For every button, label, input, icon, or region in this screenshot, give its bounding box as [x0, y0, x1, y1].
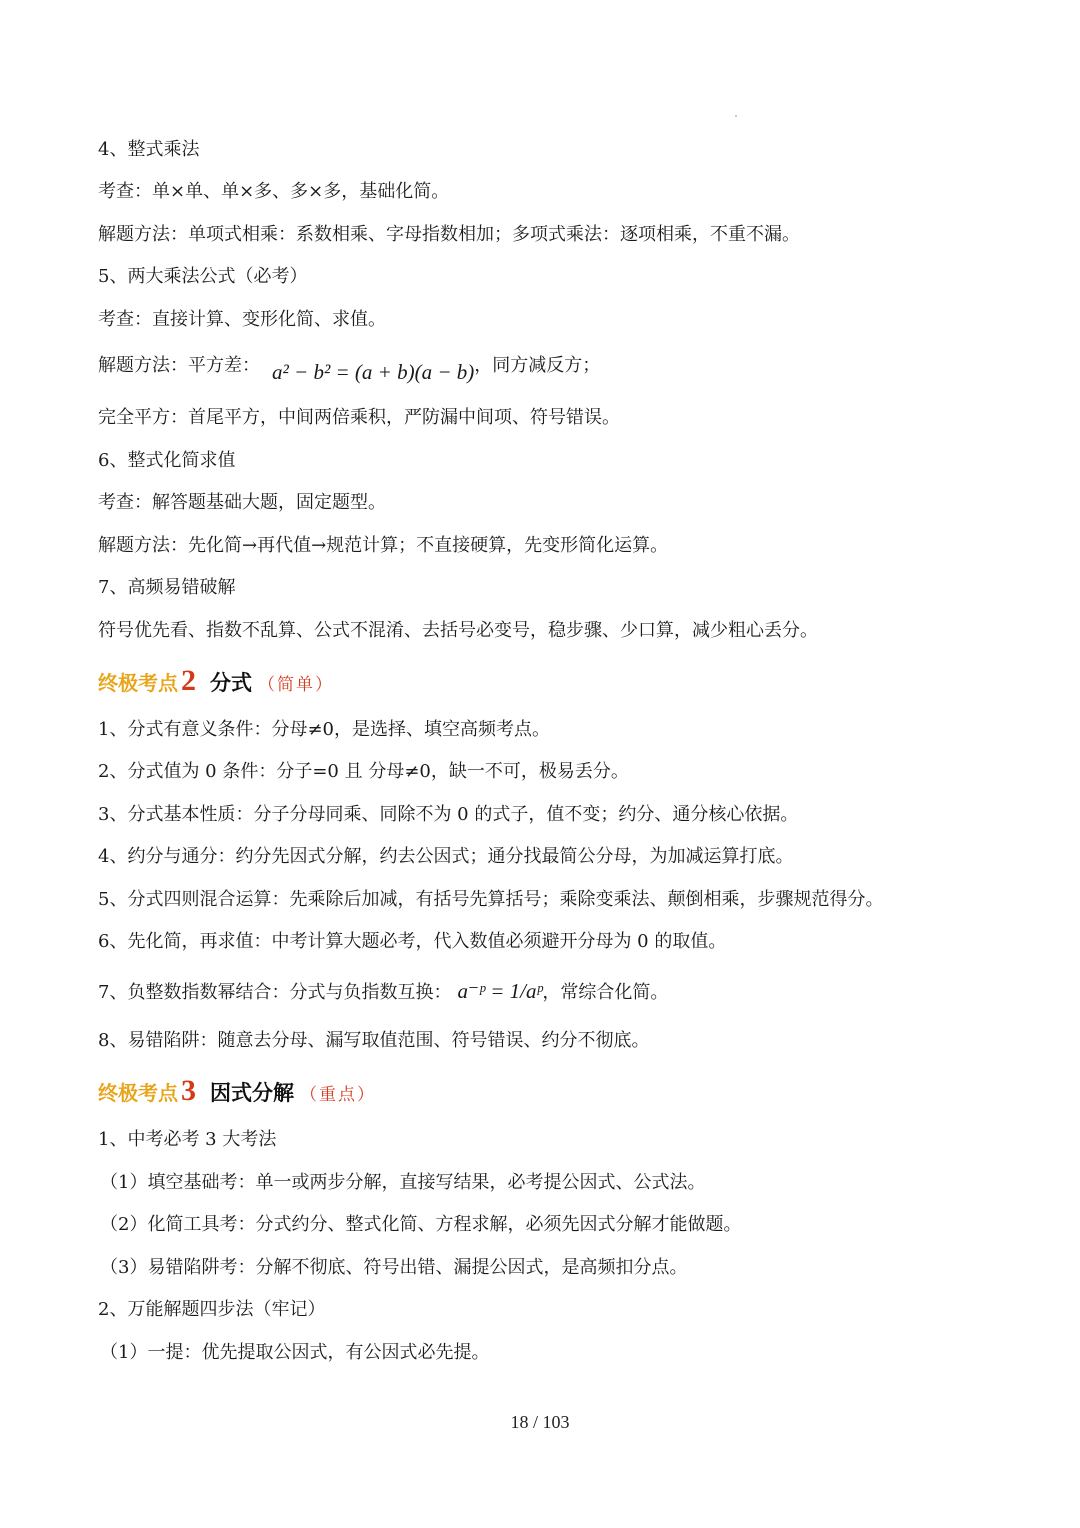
fraction-item-7: [98, 966, 668, 1018]
page-number: 18 / 103: [510, 1412, 570, 1432]
item-5-exam: 考查：直接计算、变形化简、求值。: [98, 309, 386, 330]
factor-step-1: （1）一提：优先提取公因式，有公因式必先提。: [100, 1342, 490, 1363]
item-5-method: [98, 352, 601, 384]
item-5-square: 完全平方：首尾平方，中间两倍乘积，严防漏中间项、符号错误。: [98, 407, 620, 428]
heading-title: 因式分解: [210, 1081, 294, 1105]
item-6-title: 6、整式化简求值: [98, 450, 236, 471]
item-4-method: 解题方法：单项式相乘：系数相乘、字母指数相加；多项式乘法：逐项相乘，不重不漏。: [98, 224, 800, 245]
factor-sub-1: （1）填空基础考：单一或两步分解，直接写结果，必考提公因式、公式法。: [100, 1172, 706, 1193]
formula-text: a⁻ᵖ = 1/aᵖ: [457, 979, 543, 1003]
fraction-item-6: 6、先化简，再求值：中考计算大题必考，代入数值必须避开分母为 0 的取值。: [98, 931, 727, 952]
fraction-item-1: 1、分式有意义条件：分母≠0，是选择、填空高频考点。: [98, 719, 550, 740]
heading-tag: （重点）: [300, 1085, 376, 1105]
item-4-title: 4、整式乘法: [98, 139, 200, 160]
heading-tag: （简单）: [258, 675, 334, 695]
fraction-item-5: 5、分式四则混合运算：先乘除后加减，有括号先算括号；乘除变乘法、颠倒相乘，步骤规范得分。: [98, 889, 884, 910]
item-6-method: 解题方法：先化简→再代值→规范计算；不直接硬算，先变形简化运算。: [98, 535, 669, 556]
method-label: 解题方法：平方差：: [98, 355, 260, 376]
fraction-item-2: 2、分式值为 0 条件：分子=0 且 分母≠0，缺一不可，极易丢分。: [98, 761, 629, 782]
formula-text: a² − b² = (a + b)(a − b): [272, 360, 475, 384]
heading-prefix: 终极考点: [98, 1081, 178, 1105]
heading-title: 分式: [210, 671, 252, 695]
difference-of-squares-formula: [272, 360, 474, 384]
factor-sub-3: （3）易错陷阱考：分解不彻底、符号出错、漏提公因式，是高频扣分点。: [100, 1257, 688, 1278]
fraction-item-8: 8、易错陷阱：随意去分母、漏写取值范围、符号错误、约分不彻底。: [98, 1030, 650, 1051]
fraction-item-3: 3、分式基本性质：分子分母同乘、同除不为 0 的式子，值不变；约分、通分核心依据。: [98, 804, 799, 825]
factor-item-1: 1、中考必考 3 大考法: [98, 1129, 277, 1150]
method-suffix: ，同方减反方；: [474, 355, 601, 376]
negative-exponent-formula: [457, 979, 542, 1003]
scan-speck: [735, 115, 737, 117]
factor-item-2: 2、万能解题四步法（牢记）: [98, 1299, 326, 1320]
item-7-title: 7、高频易错破解: [98, 577, 236, 598]
item-7-suffix: ，常综合化简。: [542, 982, 669, 1003]
item-7-tips: 符号优先看、指数不乱算、公式不混淆、去括号必变号，稳步骤、少口算，减少粗心丢分。: [98, 620, 818, 641]
heading-number: 3: [181, 1074, 196, 1107]
factor-sub-2: （2）化简工具考：分式约分、整式化简、方程求解，必须先因式分解才能做题。: [100, 1214, 742, 1235]
fraction-item-4: 4、约分与通分：约分先因式分解，约去公因式；通分找最简公分母，为加减运算打底。: [98, 846, 794, 867]
section-heading-2: [98, 664, 334, 698]
heading-number: 2: [181, 664, 196, 697]
heading-prefix: 终极考点: [98, 671, 178, 695]
section-heading-3: [98, 1074, 376, 1108]
item-7-text: 7、负整数指数幂结合：分式与负指数互换：: [98, 982, 452, 1003]
item-6-exam: 考查：解答题基础大题，固定题型。: [98, 492, 386, 513]
item-4-exam: 考查：单×单、单×多、多×多，基础化简。: [98, 181, 450, 202]
item-5-title: 5、两大乘法公式（必考）: [98, 266, 308, 287]
